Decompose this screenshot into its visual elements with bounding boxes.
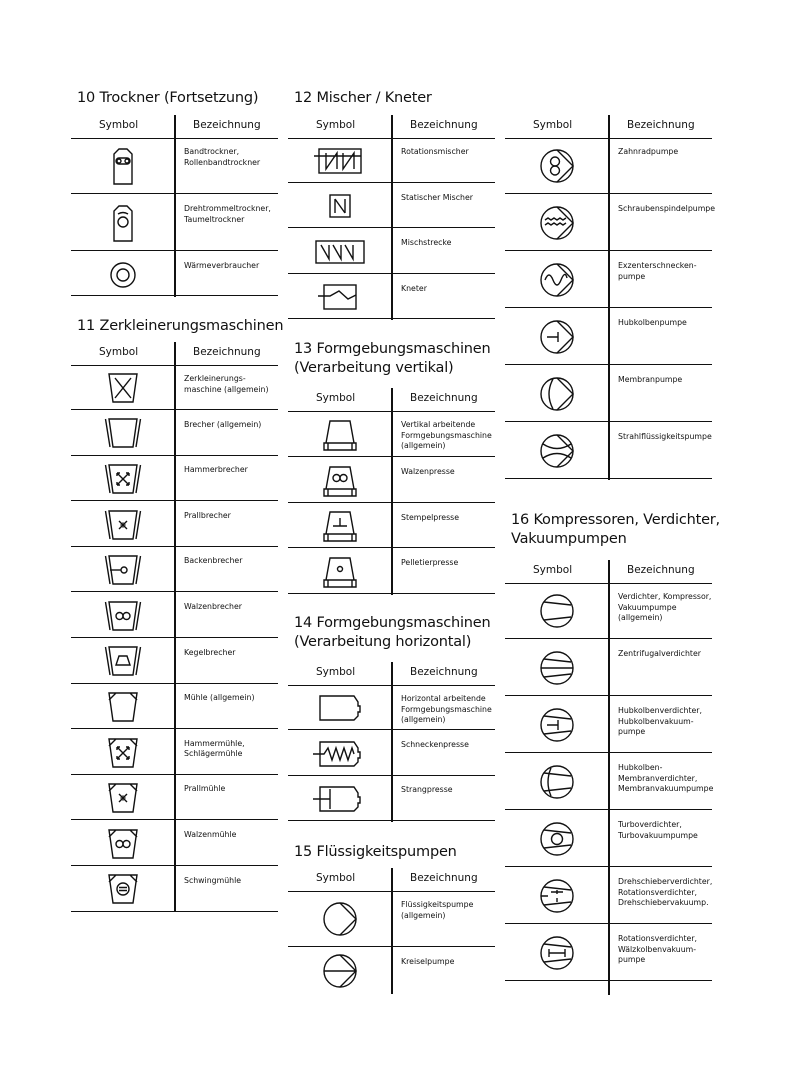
drum-dryer-symbol-icon — [93, 201, 153, 245]
row-label: Kegelbrecher — [184, 647, 236, 657]
row-label: Backenbrecher — [184, 556, 243, 566]
row-label: Schneckenpresse — [401, 739, 469, 749]
breaker-impact-symbol-icon — [93, 503, 153, 547]
column-divider — [391, 115, 393, 320]
header-symbol: Symbol — [316, 872, 356, 884]
row-label: Stempelpresse — [401, 512, 460, 522]
row-label: Rotationsverdichter, Wälzkolbenvakuum- pumpe — [618, 934, 698, 964]
section-title: 13 Formgebungsmaschinen (Verarbeitung vertikal) — [294, 341, 491, 376]
row-label: Walzenpresse — [401, 467, 455, 476]
mixer-rotation-symbol-icon — [310, 139, 370, 183]
vform-stamp-symbol-icon — [310, 504, 370, 548]
band-dryer-symbol-icon — [93, 144, 153, 188]
section-title: 15 Flüssigkeitspumpen — [294, 844, 457, 860]
heat-consumer-symbol-icon — [93, 253, 153, 297]
row-label: Schwingmühle — [184, 875, 242, 885]
vform-roll-symbol-icon — [310, 459, 370, 503]
row-label: Membranpumpe — [618, 375, 683, 384]
header-name: Bezeichnung — [627, 119, 695, 131]
row-label: Zentrifugalverdichter — [618, 649, 701, 658]
row-label: Brecher (allgemein) — [184, 419, 262, 429]
pump-centrifugal-symbol-icon — [310, 949, 370, 993]
row-label: Flüssigkeitspumpe (allgemein) — [401, 900, 474, 920]
row-label: Statischer Mischer — [401, 192, 473, 202]
mixer-static-symbol-icon — [310, 184, 370, 228]
row-label: Mühle (allgemein) — [184, 693, 255, 703]
pump-gear-symbol-icon — [527, 144, 587, 188]
row-label: Zerkleinerungs- maschine (allgemein) — [184, 374, 269, 394]
row-label: Bandtrockner, Rollenbandtrockner — [184, 147, 261, 167]
mill-hammer-symbol-icon — [93, 731, 153, 775]
row-label: Horizontal arbeitende Formgebungsmaschine (allgemein) — [401, 694, 492, 724]
vform-symbol-icon — [310, 413, 370, 457]
row-label: Drehtrommeltrockner, Taumeltrockner — [184, 204, 271, 224]
row-label: Schraubenspindelpumpe — [618, 204, 716, 213]
row-label: Vertikal arbeitende Formgebungsmaschine (allgemein) — [401, 420, 492, 450]
hform-extrude-symbol-icon — [310, 777, 370, 821]
breaker-jaw-symbol-icon — [93, 548, 153, 592]
comp-centrifugal-symbol-icon — [527, 646, 587, 690]
section-title: 12 Mischer / Kneter — [294, 90, 432, 106]
breaker-cone-symbol-icon — [93, 639, 153, 683]
row-label: Kreiselpumpe — [401, 957, 455, 966]
breaker-symbol-icon — [93, 411, 153, 455]
row-label: Walzenbrecher — [184, 602, 242, 611]
mixer-line-symbol-icon — [310, 230, 370, 274]
section-title: 16 Kompressoren, Verdichter, Vakuumpumpen — [511, 512, 720, 547]
row-label: Drehschieberverdichter, Rotationsverdichter, Drehschiebervakuump. — [618, 877, 713, 907]
column-divider — [174, 342, 176, 912]
row-label: Rotationsmischer — [401, 147, 469, 156]
row-label: Strahlflüssigkeitspumpe — [618, 432, 712, 441]
comp-membrane-symbol-icon — [527, 760, 587, 804]
comp-piston-symbol-icon — [527, 703, 587, 747]
column-divider — [391, 868, 393, 994]
section-title: 10 Trockner (Fortsetzung) — [77, 90, 259, 106]
row-label: Prallbrecher — [184, 510, 231, 520]
vform-pellet-symbol-icon — [310, 550, 370, 594]
header-name: Bezeichnung — [627, 564, 695, 576]
row-label: Exzenterschnecken- pumpe — [618, 261, 697, 281]
kneader-symbol-icon — [310, 275, 370, 319]
section-title: 14 Formgebungsmaschinen (Verarbeitung horizontal) — [294, 615, 491, 650]
column-divider — [608, 560, 610, 995]
row-label: Kneter — [401, 283, 427, 293]
mill-impact-symbol-icon — [93, 776, 153, 820]
header-name: Bezeichnung — [193, 119, 261, 131]
row-label: Wärmeverbraucher — [184, 261, 260, 270]
header-name: Bezeichnung — [410, 119, 478, 131]
pump-eccentric-symbol-icon — [527, 258, 587, 302]
row-label: Hammerbrecher — [184, 465, 248, 475]
row-label: Mischstrecke — [401, 238, 452, 247]
row-label: Walzenmühle — [184, 830, 237, 839]
comp-turbo-symbol-icon — [527, 817, 587, 861]
header-symbol: Symbol — [533, 119, 573, 131]
hform-symbol-icon — [310, 686, 370, 730]
breaker-roll-symbol-icon — [93, 594, 153, 638]
pump-piston-symbol-icon — [527, 315, 587, 359]
column-divider — [608, 115, 610, 480]
mill-roll-symbol-icon — [93, 822, 153, 866]
header-symbol: Symbol — [316, 119, 356, 131]
header-symbol: Symbol — [99, 346, 139, 358]
pump-screw-symbol-icon — [527, 201, 587, 245]
row-label: Strangpresse — [401, 785, 453, 795]
column-divider — [391, 662, 393, 822]
pump-membrane-symbol-icon — [527, 372, 587, 416]
header-symbol: Symbol — [316, 392, 356, 404]
row-label: Hubkolbenverdichter, Hubkolbenvakuum- pumpe — [618, 706, 702, 736]
comp-symbol-icon — [527, 589, 587, 633]
header-name: Bezeichnung — [410, 392, 478, 404]
mill-symbol-icon — [93, 685, 153, 729]
header-name: Bezeichnung — [193, 346, 261, 358]
crusher-general-symbol-icon — [93, 366, 153, 410]
pump-symbol-icon — [310, 897, 370, 941]
header-name: Bezeichnung — [410, 666, 478, 678]
breaker-hammer-symbol-icon — [93, 457, 153, 501]
column-divider — [174, 115, 176, 297]
row-label: Prallmühle — [184, 784, 226, 794]
header-symbol: Symbol — [316, 666, 356, 678]
pump-jet-symbol-icon — [527, 429, 587, 473]
comp-vane-symbol-icon — [527, 874, 587, 918]
comp-roots-symbol-icon — [527, 931, 587, 975]
section-title: 11 Zerkleinerungsmaschinen — [77, 318, 284, 334]
header-symbol: Symbol — [99, 119, 139, 131]
header-symbol: Symbol — [533, 564, 573, 576]
row-label: Hubkolben- Membranverdichter, Membranvakuumpumpe — [618, 763, 714, 793]
row-label: Pelletierpresse — [401, 558, 459, 567]
hform-screw-symbol-icon — [310, 732, 370, 776]
header-name: Bezeichnung — [410, 872, 478, 884]
row-label: Zahnradpumpe — [618, 147, 679, 156]
mill-vibration-symbol-icon — [93, 867, 153, 911]
row-label: Hammermühle, Schlägermühle — [184, 738, 245, 759]
column-divider — [391, 388, 393, 595]
row-label: Verdichter, Kompressor, Vakuumpumpe (allgemein) — [618, 592, 712, 622]
row-label: Turboverdichter, Turbovakuumpumpe — [618, 820, 698, 840]
row-label: Hubkolbenpumpe — [618, 318, 687, 327]
